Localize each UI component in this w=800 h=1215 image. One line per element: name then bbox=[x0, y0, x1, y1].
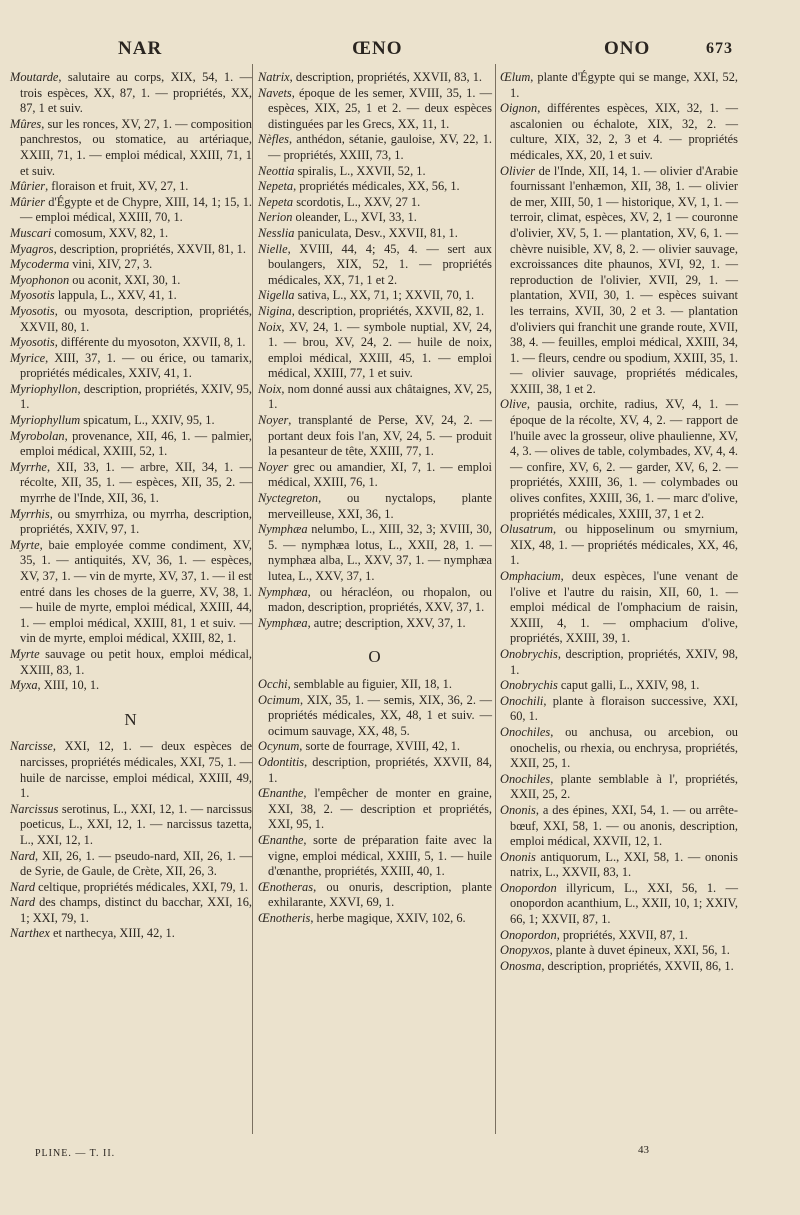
index-entry bbox=[10, 926, 252, 942]
entry-text: , sorte de fourrage, XVIII, 42, 1. bbox=[299, 739, 460, 754]
section-letter-o: O bbox=[368, 647, 382, 667]
entry-headword: Nesslia bbox=[258, 225, 295, 240]
index-entry bbox=[258, 693, 492, 740]
entry-headword: Neottia bbox=[258, 163, 295, 178]
index-entry bbox=[258, 585, 492, 616]
entry-headword: Myriophyllon bbox=[10, 381, 78, 396]
entry-text: de l'Inde, XII, 14, 1. — olivier d'Arabie fournissant l'enhæmon, XII, 38, 1. — olivier de mer, XIII, 50, 1 — historique, XV, 1, 1. — terroir, climat, espèces, XV, 2, 1 — couronne d'olivier, XV, 5, 1. — plantation, XV, 6, 1. — chèvre nuisible, XV, 8, 2. — olivier sauvage, excroissances dite phaunos, XVI, 92, 1. — reproduction de l'olivier, XVII, 29, 1. — plantation, XVII, 30, 1. — espèces suivant les terrains, XVII, 30, 2 et 3. — plantation d'oliviers qui franchit une grande route, XVII, 38, 4. — feuilles, emploi médical, XXIII, 34, 1. — fleurs, cendre ou spodium, XXIII, 35, 1. — olivier sauvage, propriétés médicales, XXIII, 38, 1 et 2. bbox=[510, 163, 738, 396]
entry-text: , différente du myosoton, XXVII, 8, 1. bbox=[54, 335, 246, 350]
entry-text: oleander, L., XVI, 33, 1. bbox=[292, 210, 417, 225]
entry-headword: Myosotis bbox=[10, 335, 55, 350]
index-entry bbox=[10, 226, 252, 242]
entry-text: , ou hipposelinum ou smyrnium, XIX, 48, 1. — propriétés médicales, XX, 46, 1. bbox=[510, 522, 738, 568]
entry-headword: Œnanthe bbox=[258, 832, 304, 847]
index-entry bbox=[258, 242, 492, 289]
index-entry bbox=[258, 460, 492, 491]
index-entry bbox=[258, 491, 492, 522]
index-entry bbox=[258, 616, 492, 632]
entry-headword: Nymphæa bbox=[258, 615, 308, 630]
entry-text: , sorte de préparation faite avec la vigne, emploi médical, XXIII, 5, 1. — huile d'œnanthe, propriétés, XXIII, 40, 1. bbox=[268, 832, 492, 879]
column-2 bbox=[258, 70, 492, 926]
entry-text: , transplanté de Perse, XV, 24, 2. — portant deux fois l'an, XV, 24, 5. — produit la pesanteur de tête, XXIII, 77, 1. bbox=[268, 413, 492, 459]
entry-headword: Mûrier bbox=[10, 179, 46, 194]
entry-text: spiralis, L., XXVII, 52, 1. bbox=[294, 163, 426, 178]
index-entry bbox=[258, 382, 492, 413]
entry-headword: Ononis bbox=[500, 802, 536, 817]
index-entry bbox=[500, 959, 738, 975]
entry-text: et narthecya, XIII, 42, 1. bbox=[49, 926, 175, 941]
page-number: 673 bbox=[706, 40, 733, 57]
entry-text: , anthédon, sétanie, gauloise, XV, 22, 1. — propriétés, XXIII, 73, 1. bbox=[268, 132, 492, 162]
index-entry bbox=[500, 164, 738, 398]
index-entry bbox=[10, 647, 252, 678]
index-entry bbox=[10, 304, 252, 335]
index-entry bbox=[10, 802, 252, 849]
entry-headword: Onochili bbox=[500, 693, 544, 708]
entry-text: , herbe magique, XXIV, 102, 6. bbox=[310, 910, 466, 925]
index-entry bbox=[258, 195, 492, 211]
index-entry bbox=[258, 304, 492, 320]
index-entry bbox=[258, 880, 492, 911]
entry-headword: Odontitis bbox=[258, 754, 305, 769]
index-entry bbox=[500, 522, 738, 569]
entry-headword: Œlum bbox=[500, 70, 531, 84]
index-entry bbox=[10, 335, 252, 351]
entry-headword: Onobrychis bbox=[500, 678, 558, 693]
entry-headword: Nepeta bbox=[258, 179, 294, 194]
column-3 bbox=[500, 70, 738, 974]
entry-text: sativa, L., XX, 71, 1; XXVII, 70, 1. bbox=[294, 288, 475, 303]
entry-headword: Myrte bbox=[10, 537, 40, 552]
entry-text: ou aconit, XXI, 30, 1. bbox=[69, 272, 181, 287]
entry-headword: Onopyxos bbox=[500, 943, 550, 958]
entry-text: , XII, 33, 1. — arbre, XII, 34, 1. — récolte, XII, 35, 1. — espèces, XII, 35, 2. — myrrhe de l'Inde, XII, 36, 1. bbox=[20, 459, 252, 506]
entry-text: , plante d'Égypte qui se mange, XXI, 52, 1. bbox=[510, 70, 738, 100]
entry-text: antiquorum, L., XXI, 58, 1. — ononis natrix, L., XXVII, 83, 1. bbox=[510, 849, 738, 880]
index-entry bbox=[10, 257, 252, 273]
entry-headword: Myrte bbox=[10, 646, 40, 661]
index-entry bbox=[10, 739, 252, 801]
entry-text: , salutaire au corps, XIX, 54, 1. — trois espèces, XX, 87, 1. — propriétés, XX, 87, 1 et suiv. bbox=[20, 70, 252, 116]
entry-text: , provenance, XII, 46, 1. — palmier, emploi médical, XXIII, 52, 1. bbox=[20, 428, 252, 459]
entry-text: grec ou amandier, XI, 7, 1. — emploi médical, XXIII, 76, 1. bbox=[268, 459, 492, 490]
entry-headword: Myrrhe bbox=[10, 459, 47, 474]
index-entry bbox=[258, 739, 492, 755]
index-entry bbox=[258, 179, 492, 195]
entry-headword: Muscari bbox=[10, 225, 52, 240]
entry-headword: Onopordon bbox=[500, 927, 557, 942]
index-entry bbox=[500, 943, 738, 959]
entry-headword: Nymphæa bbox=[258, 584, 308, 599]
entry-headword: Noix bbox=[258, 381, 282, 396]
index-entry bbox=[258, 210, 492, 226]
entry-headword: Myrrhis bbox=[10, 506, 50, 521]
index-entry bbox=[10, 179, 252, 195]
index-entry bbox=[258, 522, 492, 584]
entry-text: , description, propriétés, XXIV, 98, 1. bbox=[510, 646, 738, 677]
index-entry bbox=[258, 786, 492, 833]
entry-headword: Moutarde bbox=[10, 70, 59, 84]
entry-headword: Nymphæa bbox=[258, 522, 308, 537]
column-1 bbox=[10, 70, 252, 942]
index-entry bbox=[258, 320, 492, 382]
index-entry bbox=[500, 850, 738, 881]
index-entry bbox=[500, 678, 738, 694]
entry-text: , plante à floraison successive, XXI, 60, 1. bbox=[510, 693, 738, 724]
index-entry bbox=[258, 132, 492, 163]
entry-text: , propriétés, XXVII, 87, 1. bbox=[556, 927, 688, 942]
entry-headword: Myriophyllum bbox=[10, 413, 81, 428]
entry-text: , description, propriétés, XXVII, 81, 1. bbox=[53, 241, 246, 256]
index-entry bbox=[10, 288, 252, 304]
entry-headword: Œnotheris bbox=[258, 910, 311, 925]
index-entry bbox=[10, 351, 252, 382]
entry-headword: Olusatrum bbox=[500, 522, 554, 537]
entry-text: , nom donné aussi aux châtaignes, XV, 25, 1. bbox=[268, 381, 492, 412]
index-entry bbox=[10, 273, 252, 289]
entry-text: , description, propriétés, XXVII, 84, 1. bbox=[268, 754, 492, 785]
entry-headword: Olive bbox=[500, 397, 527, 412]
entry-headword: Myosotis bbox=[10, 288, 55, 303]
index-entry bbox=[10, 678, 252, 694]
column-rule-1 bbox=[252, 64, 253, 1134]
index-entry bbox=[258, 226, 492, 242]
entry-text: , sur les ronces, XV, 27, 1. — composition panchrestos, ou stomatice, au artériaque, XXIII, 71, 1. — emploi médical, XXIII, 71, 1 et suiv. bbox=[20, 116, 252, 178]
entry-headword: Nigella bbox=[258, 288, 295, 303]
entry-text: , a des épines, XXI, 54, 1. — ou arrête-bœuf, XXI, 58, 1. — ou anonis, description, emploi médical, XXVII, 12, 1. bbox=[510, 802, 738, 849]
entry-text: , ou smyrrhiza, ou myrrha, description, propriétés, XXIV, 97, 1. bbox=[20, 506, 252, 537]
index-entry bbox=[500, 70, 738, 101]
column-rule-2 bbox=[495, 64, 496, 1134]
index-entry bbox=[10, 538, 252, 647]
entry-headword: Noyer bbox=[258, 459, 289, 474]
index-entry bbox=[10, 117, 252, 179]
index-entry bbox=[500, 647, 738, 678]
entry-text: , XII, 26, 1. — pseudo-nard, XII, 26, 1. — de Syrie, de Gaule, de Crète, XII, 26, 3. bbox=[20, 848, 252, 879]
index-entry bbox=[500, 881, 738, 928]
index-entry bbox=[10, 849, 252, 880]
index-entry bbox=[10, 70, 252, 117]
entry-headword: Noyer bbox=[258, 413, 289, 428]
entry-text: , pausia, orchite, radius, XV, 4, 1. — époque de la récolte, XV, 4, 2. — rapport de l'huile avec la grosseur, olive phaulienne, XV, 4, 3. — olives de table, colymbades, XV, 4, 4. — confire, XV, 6, 2. — garder, XV, 6, 2. — propriétés, XXIII, 36, 1. — colymbades ou olives confites, XXIII, 36, 1. — marc d'olive, propriétés médicales, XXIII, 37, 1 et 2. bbox=[510, 397, 738, 521]
entry-headword: Nerion bbox=[258, 210, 293, 225]
entry-text: , propriétés médicales, XX, 56, 1. bbox=[293, 179, 460, 194]
entry-text: , époque de les semer, XVIII, 35, 1. — espèces, XIX, 25, 1 et 2. — deux espèces distinguées par les Grecs, XX, 11, 1. bbox=[268, 85, 492, 131]
entry-headword: Myrice bbox=[10, 350, 46, 365]
entry-text: , description, propriétés, XXVII, 82, 1. bbox=[291, 303, 485, 318]
entry-text: sauvage ou petit houx, emploi médical, XXIII, 83, 1. bbox=[20, 646, 252, 677]
entry-headword: Occhi bbox=[258, 676, 288, 691]
entry-text: , ou myosota, description, propriétés, XXVII, 80, 1. bbox=[20, 303, 252, 334]
index-entry bbox=[500, 803, 738, 850]
index-entry bbox=[500, 569, 738, 647]
entry-text: , description, propriétés, XXVII, 86, 1. bbox=[541, 958, 734, 973]
index-entry bbox=[258, 413, 492, 460]
index-entry bbox=[258, 288, 492, 304]
entry-text: , XIII, 37, 1. — ou érice, ou tamarix, propriétés médicales, XXIV, 41, 1. bbox=[20, 350, 252, 381]
index-entry bbox=[258, 755, 492, 786]
entry-headword: Onopordon bbox=[500, 880, 557, 895]
index-entry bbox=[500, 397, 738, 522]
entry-headword: Ocynum bbox=[258, 739, 300, 754]
index-entry bbox=[500, 772, 738, 803]
entry-headword: Olivier bbox=[500, 163, 536, 178]
index-entry bbox=[500, 928, 738, 944]
entry-text: d'Égypte et de Chypre, XIII, 14, 1; 15, 1. — emploi médical, XXIII, 70, 1. bbox=[20, 194, 252, 225]
header-left: NAR bbox=[118, 38, 163, 59]
entry-text: , description, propriétés, XXIV, 95, 1. bbox=[20, 381, 252, 412]
entry-text: , ou onuris, description, plante exhilarante, XXVI, 69, 1. bbox=[268, 879, 492, 910]
index-entry bbox=[10, 242, 252, 258]
index-entry bbox=[500, 101, 738, 163]
entry-text: , autre; description, XXV, 37, 1. bbox=[307, 615, 466, 630]
entry-text: caput galli, L., XXIV, 98, 1. bbox=[557, 678, 700, 693]
entry-headword: Mycoderma bbox=[10, 257, 70, 272]
entry-text: des champs, distinct du bacchar, XXI, 16, 1; XXI, 79, 1. bbox=[20, 895, 252, 925]
entry-headword: Myrobolan bbox=[10, 428, 65, 443]
index-entry bbox=[258, 70, 492, 86]
header-middle: ŒNO bbox=[352, 38, 403, 59]
entry-text: lappula, L., XXV, 41, 1. bbox=[54, 288, 177, 303]
entry-text: serotinus, L., XXI, 12, 1. — narcissus poeticus, L., XXI, 12, 1. — narcissus tazetta, L., XXI, 12, 1. bbox=[20, 801, 252, 847]
entry-headword: Myophonon bbox=[10, 272, 70, 287]
entry-headword: Myosotis bbox=[10, 303, 55, 318]
entry-headword: Onosma bbox=[500, 958, 542, 973]
entry-headword: Noix bbox=[258, 319, 282, 334]
index-entry bbox=[258, 833, 492, 880]
entry-headword: Myxa bbox=[10, 678, 38, 693]
entry-text: scordotis, L., XXV, 27 1. bbox=[293, 194, 421, 209]
entry-headword: Ononis bbox=[500, 849, 536, 864]
entry-text: , description, propriétés, XXVII, 83, 1. bbox=[289, 70, 483, 84]
entry-text: , plante à duvet épineux, XXI, 56, 1. bbox=[549, 943, 730, 958]
index-entry bbox=[500, 694, 738, 725]
entry-text: illyricum, L., XXI, 56, 1. — onopordon acanthium, L., XXII, 10, 1; XXIV, 66, 1; XXVII, 87, 1. bbox=[510, 880, 738, 927]
entry-headword: Nard bbox=[10, 848, 36, 863]
index-entry bbox=[258, 86, 492, 133]
entry-headword: Oignon bbox=[500, 101, 538, 116]
entry-headword: Nard bbox=[10, 895, 36, 910]
entry-headword: Nyctegreton bbox=[258, 491, 319, 506]
entry-text: , XIX, 35, 1. — semis, XIX, 36, 2. — propriétés médicales, XX, 48, 1 et suiv. — ocimum sauvage, XX, 48, 5. bbox=[268, 692, 492, 738]
entry-headword: Narthex bbox=[10, 926, 50, 941]
entry-headword: Nigina bbox=[258, 303, 292, 318]
index-entry bbox=[10, 895, 252, 926]
entry-text: , plante semblable à l', propriétés, XXII, 25, 2. bbox=[510, 771, 738, 802]
entry-text: spicatum, L., XXIV, 95, 1. bbox=[80, 413, 215, 428]
entry-headword: Ocimum bbox=[258, 692, 300, 707]
entry-headword: Nard bbox=[10, 879, 36, 894]
entry-headword: Onochiles bbox=[500, 771, 551, 786]
entry-text: nelumbo, L., XIII, 32, 3; XVIII, 30, 5. — nymphæa lotus, L., XXII, 28, 1. — nymphæa alba, L., XXV, 37, 1. — nymphæa lutea, L., XXV, 37, 1. bbox=[268, 522, 492, 583]
entry-text: , ou nyctalops, plante merveilleuse, XXI, 36, 1. bbox=[268, 491, 492, 521]
entry-headword: Nèfles bbox=[258, 132, 289, 147]
entry-text: , XIII, 10, 1. bbox=[37, 678, 100, 693]
entry-headword: Narcisse bbox=[10, 739, 53, 754]
entry-headword: Omphacium bbox=[500, 569, 561, 583]
entry-headword: Natrix bbox=[258, 70, 290, 84]
entry-headword: Nielle bbox=[258, 241, 288, 256]
entry-text: , ou anchusa, ou arcebion, ou onochelis, ou rhexia, ou enchrysa, propriétés, XXII, 25, 1. bbox=[510, 724, 738, 771]
entry-headword: Nepeta bbox=[258, 194, 294, 209]
entry-headword: Onochiles bbox=[500, 724, 551, 739]
entry-headword: Onobrychis bbox=[500, 646, 558, 661]
signature-mark: 43 bbox=[638, 1144, 649, 1156]
index-entry bbox=[10, 195, 252, 226]
entry-text: paniculata, Desv., XXVII, 81, 1. bbox=[294, 225, 458, 240]
section-letter-n: N bbox=[124, 709, 138, 729]
index-entry bbox=[10, 460, 252, 507]
entry-text: , XV, 24, 1. — symbole nuptial, XV, 24, 1. — brou, XV, 24, 2. — huile de noix, emploi médical, XXIII, 45, 1. — emploi médical, XXIII, 77, 1 et suiv. bbox=[268, 319, 492, 381]
entry-headword: Mûrier bbox=[10, 194, 46, 209]
entry-headword: Œnotheras bbox=[258, 879, 314, 894]
entry-text: , ou héracléon, ou rhopalon, ou madon, description, propriétés, XXV, 37, 1. bbox=[268, 584, 492, 615]
index-entry bbox=[258, 164, 492, 180]
footer-text: PLINE. — T. II. bbox=[35, 1148, 116, 1159]
entry-text: , l'empêcher de monter en graine, XXI, 38, 2. — description et propriétés, XXI, 95, 1. bbox=[268, 786, 492, 832]
index-entry bbox=[258, 677, 492, 693]
index-entry bbox=[10, 382, 252, 413]
index-entry bbox=[10, 880, 252, 896]
index-entry bbox=[500, 725, 738, 772]
entry-text: , semblable au figuier, XII, 18, 1. bbox=[287, 676, 452, 691]
entry-headword: Navets bbox=[258, 85, 292, 100]
index-entry bbox=[10, 413, 252, 429]
entry-headword: Myagros bbox=[10, 241, 54, 256]
header-right: ONO bbox=[604, 38, 651, 59]
entry-text: , floraison et fruit, XV, 27, 1. bbox=[45, 179, 189, 194]
entry-headword: Narcissus bbox=[10, 801, 59, 816]
entry-text: vini, XIV, 27, 3. bbox=[69, 257, 153, 272]
index-entry bbox=[10, 507, 252, 538]
index-entry bbox=[258, 911, 492, 927]
entry-text: , XXI, 12, 1. — deux espèces de narcisses, propriétés médicales, XXI, 75, 1. — huile de narcisse, emploi médical, XXIII, 49, 1. bbox=[20, 739, 252, 801]
entry-text: , différentes espèces, XIX, 32, 1. — ascalonien ou échalote, XIX, 32, 2. — culture, XIX, 32, 2, 3 et 4. — propriétés médicales, XX, 20, 1 et suiv. bbox=[510, 101, 738, 162]
entry-text: , baie employée comme condiment, XV, 35, 1. — antiquités, XV, 36, 1. — espèces, XV, 37, 1. — vin de myrte, XV, 37, 1. — il est entré dans les choses de la guerre, XV, 38, 1. — huile de myrte, emploi médical, XXIII, 44, 1. — emploi médical, XXIII, 81, 1 et suiv. — vin de myrte, emploi médical, XXIII, 82, 1. bbox=[20, 537, 252, 646]
entry-text: , XVIII, 44, 4; 45, 4. — sert aux boulangers, XIX, 52, 1. — propriétés médicales, XX, 71, 1 et 2. bbox=[268, 241, 492, 287]
entry-headword: Mûres bbox=[10, 116, 42, 131]
entry-headword: Œnanthe bbox=[258, 786, 304, 801]
entry-text: comosum, XXV, 82, 1. bbox=[51, 225, 169, 240]
index-entry bbox=[10, 429, 252, 460]
entry-text: , deux espèces, l'une venant de l'olive et l'autre du raisin, XII, 60, 1. — emploi médical de l'omphacium de raisin, XXIII, 4, 1. — omphacium d'olive, propriétés, XXIII, 39, 1. bbox=[510, 569, 738, 646]
entry-text: celtique, propriétés médicales, XXI, 79, 1. bbox=[35, 879, 249, 894]
